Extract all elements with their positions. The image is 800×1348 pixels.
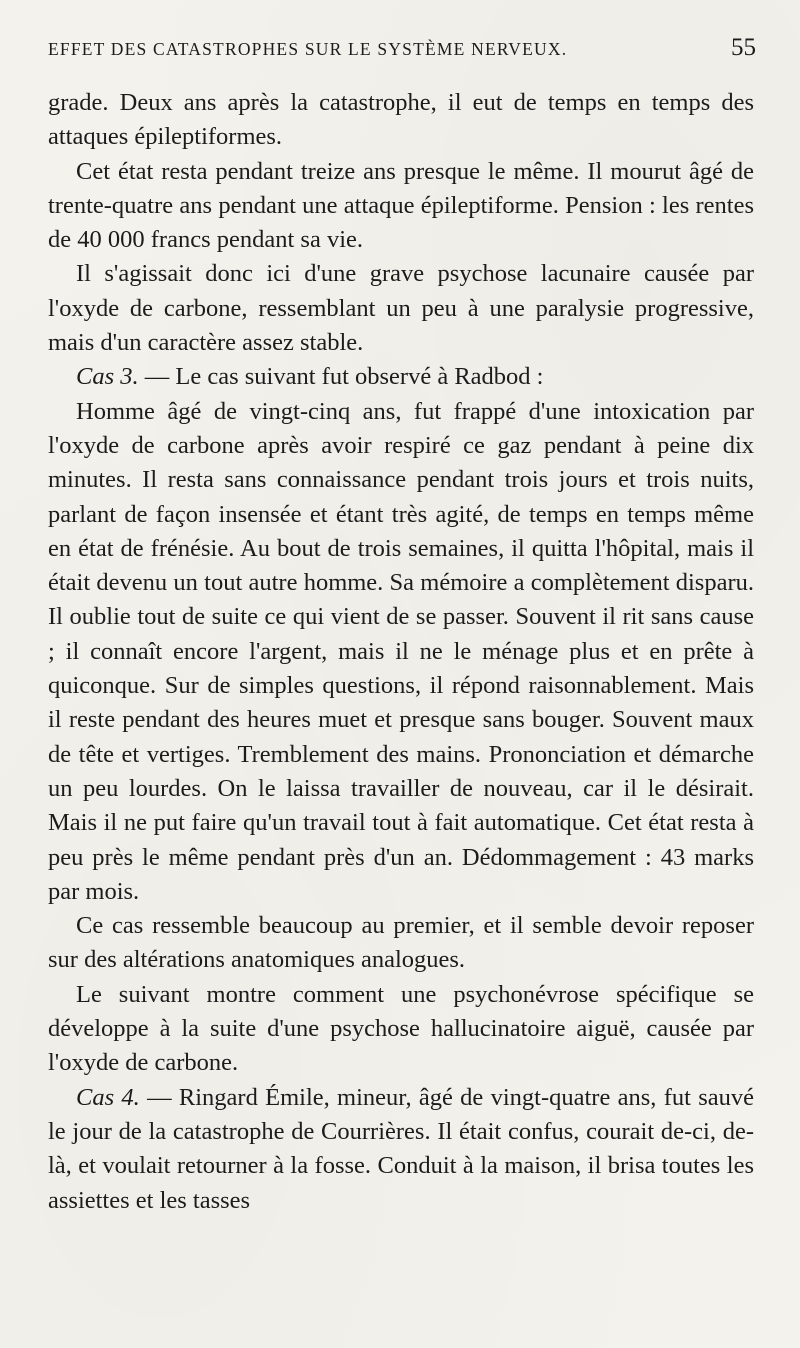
paragraph: Le suivant montre comment une psychonévrose spécifique se développe à la suite d'une psychose hallucinatoire aiguë, causée par l'oxyde de carbone. [48, 980, 754, 1077]
case-label: Cas 3. [76, 363, 139, 391]
case-intro-text: — Ringard Émile, mineur, âgé de vingt-quatre ans, fut sauvé le jour de la catastrophe de Courrières. Il était confus, courait de-ci, de-là, et voulait retourner à la fosse. Conduit à la maison, il brisa toutes les assiettes et les tasses [48, 1083, 754, 1214]
running-head [48, 34, 754, 82]
paragraph-continued: grade. Deux ans après la catastrophe, il eut de temps en temps des attaques épileptiformes. [48, 89, 754, 151]
page-number: 55 [731, 34, 756, 61]
case-heading-paragraph [48, 360, 754, 394]
paragraph: Ce cas ressemble beaucoup au premier, et il semble devoir reposer sur des altérations anatomiques analogues. [48, 912, 754, 974]
running-title: EFFET DES CATASTROPHES SUR LE SYSTÈME NERVEUX. [48, 39, 568, 59]
case-heading-paragraph [48, 1081, 754, 1218]
paragraph: Cet état resta pendant treize ans presque le même. Il mourut âgé de trente-quatre ans pendant une attaque épileptiforme. Pension : les rentes de 40 000 francs pendant sa vie. [48, 157, 754, 254]
paragraph: Il s'agissait donc ici d'une grave psychose lacunaire causée par l'oxyde de carbone, ressemblant un peu à une paralysie progressive, mais d'un caractère assez stable. [48, 260, 754, 357]
paragraph: Homme âgé de vingt-cinq ans, fut frappé d'une intoxication par l'oxyde de carbone après avoir respiré ce gaz pendant à peine dix minutes. Il resta sans connaissance pendant trois jours et trois nuits, parlant de façon insensée et étant très agité, de temps en temps même en état de frénésie. Au bout de trois semaines, il quitta l'hôpital, mais il était devenu un tout autre homme. Sa mémoire a complètement disparu. Il oublie tout de suite ce qui vient de se passer. Souvent il rit sans cause ; il connaît encore l'argent, mais il ne le ménage plus et en prête à quiconque. Sur de simples questions, il répond raisonnablement. Mais il reste pendant des heures muet et presque sans bouger. Souvent maux de tête et vertiges. Tremblement des mains. Prononciation et démarche un peu lourdes. On le laissa travailler de nouveau, car il le désirait. Mais il ne put faire qu'un travail tout à fait automatique. Cet état resta à peu près le même pendant près d'un an. Dédommagement : 43 marks par mois. [48, 397, 754, 905]
case-intro-text: — Le cas suivant fut observé à Radbod : [138, 363, 544, 391]
case-label: Cas 4. [76, 1083, 140, 1111]
body-text [48, 86, 754, 1218]
